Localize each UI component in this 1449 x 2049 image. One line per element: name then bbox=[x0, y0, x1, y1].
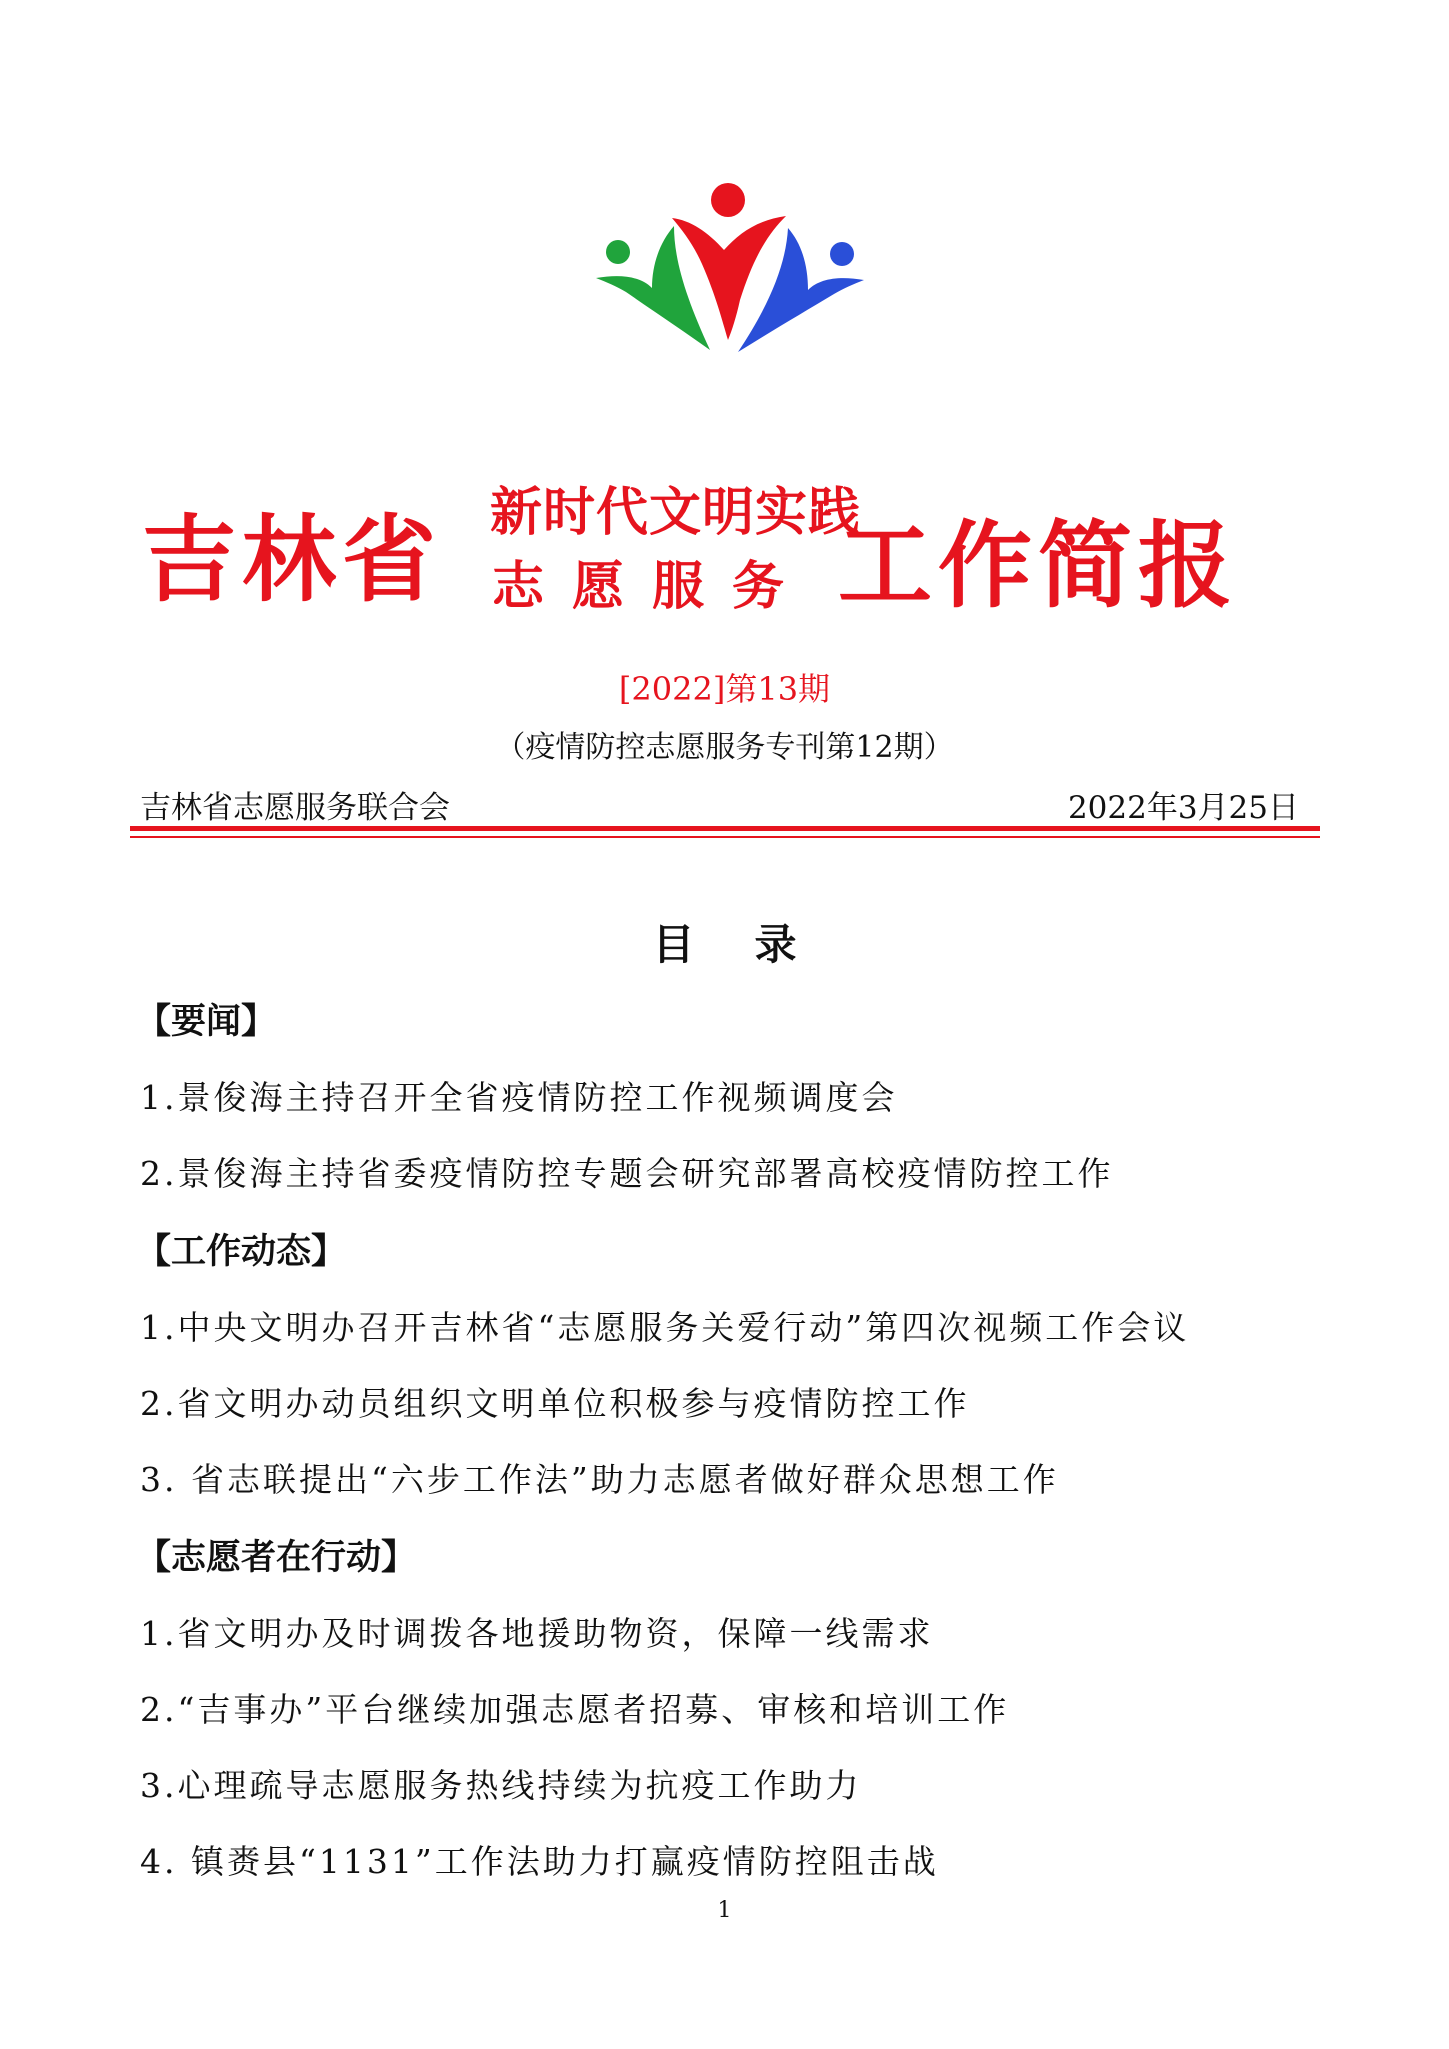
toc-item[interactable]: 1.省文明办及时调拨各地援助物资，保障一线需求 bbox=[140, 1614, 934, 1653]
toc-item[interactable]: 1.中央文明办召开吉林省“志愿服务关爱行动”第四次视频工作会议 bbox=[140, 1308, 1190, 1347]
masthead-middle-top: 新时代文明实践 bbox=[490, 483, 862, 543]
toc-title: 目录 bbox=[652, 920, 857, 969]
toc-item[interactable]: 1.景俊海主持召开全省疫情防控工作视频调度会 bbox=[140, 1078, 898, 1117]
toc-section-heading: 【要闻】 bbox=[136, 1002, 277, 1042]
toc-item[interactable]: 4. 镇赉县“1131”工作法助力打赢疫情防控阻击战 bbox=[140, 1842, 939, 1881]
special-edition-note: （疫情防控志愿服务专刊第12期） bbox=[495, 730, 954, 765]
toc-section-heading: 【工作动态】 bbox=[136, 1232, 347, 1272]
toc-item[interactable]: 3.心理疏导志愿服务热线持续为抗疫工作助力 bbox=[140, 1766, 862, 1805]
masthead-right: 工作简报 bbox=[838, 512, 1239, 621]
header-rule-thin bbox=[130, 836, 1320, 838]
publish-date: 2022年3月25日 bbox=[1067, 790, 1299, 826]
header-rule-thick bbox=[130, 826, 1320, 831]
toc-item[interactable]: 2.“吉事办”平台继续加强志愿者招募、审核和培训工作 bbox=[140, 1690, 1010, 1729]
toc-section-heading: 【志愿者在行动】 bbox=[136, 1538, 417, 1578]
toc-item[interactable]: 2.景俊海主持省委疫情防控专题会研究部署高校疫情防控工作 bbox=[140, 1154, 1114, 1193]
toc-item[interactable]: 2.省文明办动员组织文明单位积极参与疫情防控工作 bbox=[140, 1384, 970, 1423]
volunteer-logo-icon bbox=[590, 180, 870, 360]
page-number: 1 bbox=[717, 1898, 732, 1923]
toc-item[interactable]: 3. 省志联提出“六步工作法”助力志愿者做好群众思想工作 bbox=[140, 1460, 1059, 1499]
publisher: 吉林省志愿服务联合会 bbox=[140, 790, 450, 826]
masthead-middle-bottom: 志愿服务 bbox=[492, 557, 813, 617]
issue-number: [2022]第13期 bbox=[618, 670, 831, 708]
masthead-left: 吉林省 bbox=[142, 506, 443, 615]
